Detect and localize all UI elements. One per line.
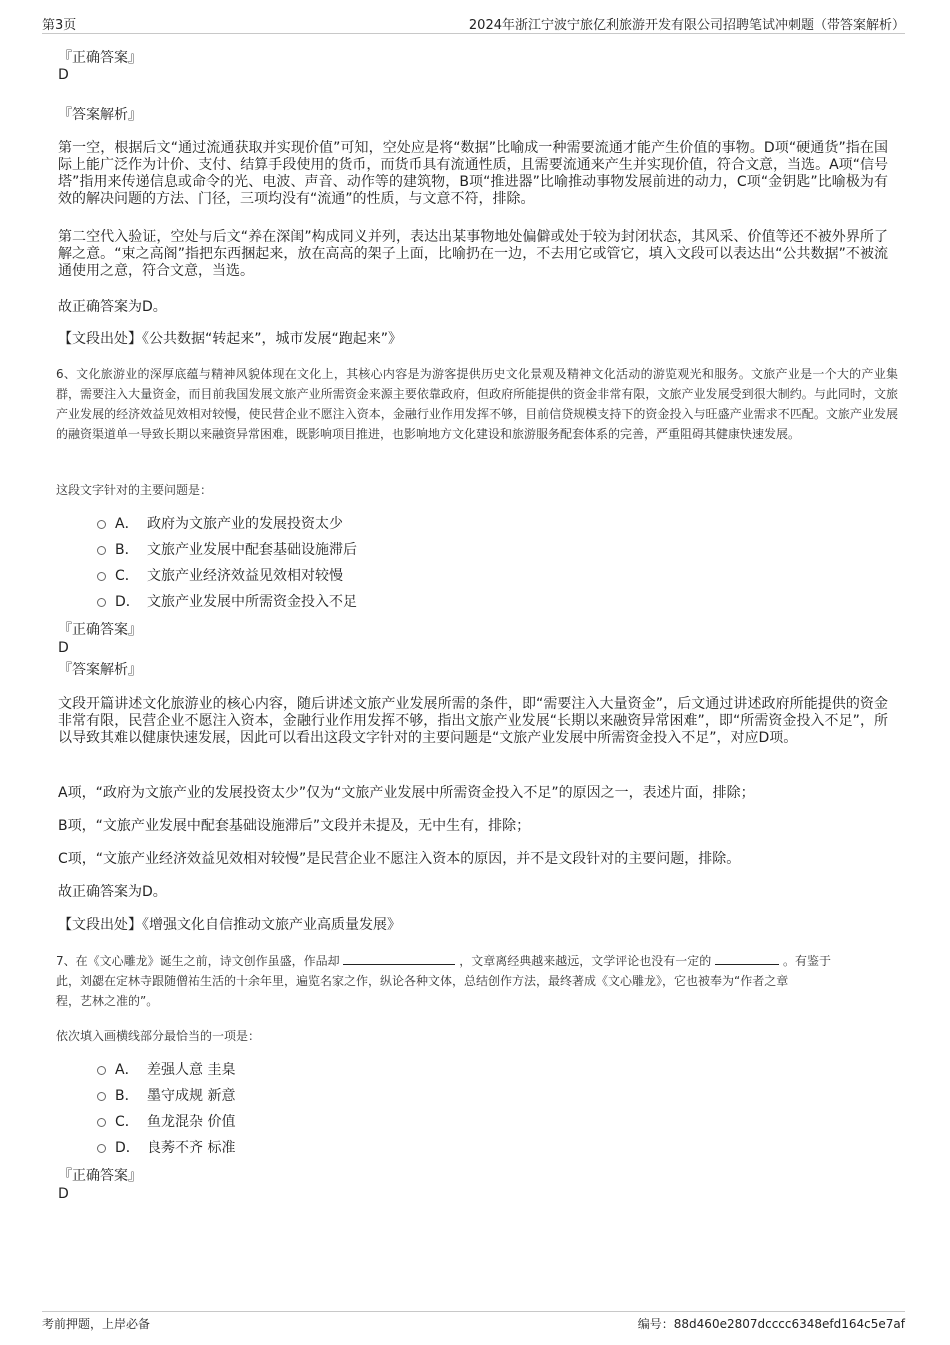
document-code-value: 88d460e2807dcccc6348efd164c5e7af xyxy=(673,1317,905,1331)
q7-line-1 xyxy=(56,952,831,970)
option-letter: C． xyxy=(115,568,139,584)
q7-text-1b: ，文章离经典越来越远，文学评论也没有一定的 xyxy=(459,954,712,968)
option-letter: A． xyxy=(115,1062,139,1078)
option-text: 差强人意 圭臬 xyxy=(147,1062,236,1078)
option-text: 良莠不齐 标准 xyxy=(147,1140,236,1156)
q6-source: 【文段出处】《增强文化自信推动文旅产业高质量发展》 xyxy=(58,917,401,933)
q7-question: 依次填入画横线部分最恰当的一项是： xyxy=(56,1029,261,1043)
q6-analysis-para1: 文段开篇讲述文化旅游业的核心内容，随后讲述文旅产业发展所需的条件，即“需要注入大量资金”，后文通过讲述政府所能提供的资金非常有限，民营企业不愿注入资本，金融行业作用发挥不够，指出文旅产业发展“长期以来融资异常困难”，即“所需资金投入不足”，所以导致其难以健康快速发展，因此可以看出这段文字针对的主要问题是“文旅产业发展中所需资金投入不足”，对应D项。 xyxy=(58,696,888,746)
q5-analysis-para1: 第一空，根据后文“通过流通获取并实现价值”可知，空处应是将“数据”比喻成一种需要流通才能产生价值的事物。D项“硬通货”指在国际上能广泛作为计价、支付、结算手段使用的货币，而货币具有流通性质，且需要流通来产生并实现价值，符合文意，当选。A项“信号塔”指用来传递信息或命令的光、电波、声音、动作等的建筑物，B项“推进器”比喻推动事物发展前进的动力，C项“金钥匙”比喻极为有效的解决问题的方法、门径，三项均没有“流通”的性质，与文意不符，排除。 xyxy=(58,140,888,207)
q7-blank-2 xyxy=(715,952,779,965)
radio-icon[interactable] xyxy=(97,1066,106,1075)
q6-option-c[interactable] xyxy=(97,567,343,585)
q6-analysis-b: B项，“文旅产业发展中配套基础设施滞后”文段并未提及，无中生有，排除； xyxy=(58,818,531,834)
radio-icon[interactable] xyxy=(97,1118,106,1127)
q7-line-3: 程，艺林之准的”。 xyxy=(56,994,159,1008)
option-letter: D． xyxy=(115,1140,140,1156)
q6-option-b[interactable] xyxy=(97,541,357,559)
q7-option-d[interactable] xyxy=(97,1139,235,1157)
q6-conclusion: 故正确答案为D。 xyxy=(58,884,167,900)
q7-option-a[interactable] xyxy=(97,1061,235,1079)
option-text: 文旅产业发展中配套基础设施滞后 xyxy=(147,542,357,558)
radio-icon[interactable] xyxy=(97,1092,106,1101)
radio-icon[interactable] xyxy=(97,520,106,529)
radio-icon[interactable] xyxy=(97,598,106,607)
option-letter: B． xyxy=(115,542,139,558)
q6-analysis-label: 『答案解析』 xyxy=(58,662,142,678)
document-code xyxy=(638,1315,905,1332)
radio-icon[interactable] xyxy=(97,546,106,555)
q5-conclusion: 故正确答案为D。 xyxy=(58,299,167,315)
q6-analysis-c: C项，“文旅产业经济效益见效相对较慢”是民营企业不愿注入资本的原因，并不是文段针对的主要问题，排除。 xyxy=(58,851,741,867)
header-divider xyxy=(42,33,905,34)
q5-analysis-para2: 第二空代入验证，空处与后文“养在深闺”构成同义并列，表达出某事物地处偏僻或处于较为封闭状态，其风采、价值等还不被外界所了解之意。“束之高阁”指把东西捆起来，放在高高的架子上面，比喻扔在一边，不去用它或管它，填入文段可以表达出“公共数据”不被流通使用之意，符合文意，当选。 xyxy=(58,229,888,279)
option-letter: C． xyxy=(115,1114,139,1130)
q7-text-1a: 7、在《文心雕龙》诞生之前，诗文创作虽盛，作品却 xyxy=(56,954,340,968)
q6-answer: D xyxy=(58,640,69,656)
radio-icon[interactable] xyxy=(97,1144,106,1153)
radio-icon[interactable] xyxy=(97,572,106,581)
document-code-label: 编号： xyxy=(637,1317,674,1331)
document-title: 2024年浙江宁波宁旅亿利旅游开发有限公司招聘笔试冲刺题（带答案解析） xyxy=(468,18,905,33)
q6-question: 这段文字针对的主要问题是： xyxy=(56,483,213,497)
q7-text-1c: 。有鉴于 xyxy=(782,954,831,968)
q6-analysis-a: A项，“政府为文旅产业的发展投资太少”仅为“文旅产业发展中所需资金投入不足”的原因之一，表述片面，排除； xyxy=(58,785,755,801)
option-text: 政府为文旅产业的发展投资太少 xyxy=(147,516,343,532)
option-letter: B． xyxy=(115,1088,139,1104)
option-letter: D． xyxy=(115,594,140,610)
q6-option-d[interactable] xyxy=(97,593,357,611)
q7-answer-label: 『正确答案』 xyxy=(58,1168,142,1184)
q7-blank-1 xyxy=(343,952,455,965)
q7-answer: D xyxy=(58,1186,69,1202)
q6-answer-label: 『正确答案』 xyxy=(58,622,142,638)
option-letter: A． xyxy=(115,516,139,532)
option-text: 墨守成规 新意 xyxy=(147,1088,236,1104)
footer-slogan: 考前押题，上岸必备 xyxy=(42,1317,151,1331)
q5-source: 【文段出处】《公共数据“转起来”，城市发展“跑起来”》 xyxy=(58,331,403,347)
q5-analysis-label: 『答案解析』 xyxy=(58,107,142,123)
footer-divider xyxy=(42,1311,905,1312)
q5-answer: D xyxy=(58,67,69,83)
option-text: 鱼龙混杂 价值 xyxy=(147,1114,236,1130)
page-number: 第3页 xyxy=(42,18,77,33)
q5-answer-label: 『正确答案』 xyxy=(58,50,142,66)
q7-option-b[interactable] xyxy=(97,1087,235,1105)
q7-line-2: 此，刘勰在定林寺跟随僧祐生活的十余年里，遍览名家之作，纵论各种文体，总结创作方法，最终著成《文心雕龙》，它也被奉为“作者之章 xyxy=(56,974,789,988)
option-text: 文旅产业发展中所需资金投入不足 xyxy=(147,594,357,610)
option-text: 文旅产业经济效益见效相对较慢 xyxy=(147,568,343,584)
q6-passage: 6、文化旅游业的深厚底蕴与精神风貌体现在文化上，其核心内容是为游客提供历史文化景观及精神文化活动的游览观光和服务。文旅产业是一个大的产业集群，需要注入大量资金，而目前我国发展文旅产业所需资金来源主要依靠政府，但政府所能提供的资金非常有限，文旅产业发展受到很大制约。与此同时，文旅产业发展的经济效益见效相对较慢，使民营企业不愿注入资本，金融行业作用发挥不够，目前信贷规模支持下的资金投入与旺盛产业需求不匹配。文旅产业发展的融资渠道单一导致长期以来融资异常困难，既影响项目推进，也影响地方文化建设和旅游服务配套体系的完善，严重阻碍其健康快速发展。 xyxy=(56,367,898,441)
q7-option-c[interactable] xyxy=(97,1113,235,1131)
q6-option-a[interactable] xyxy=(97,515,343,533)
